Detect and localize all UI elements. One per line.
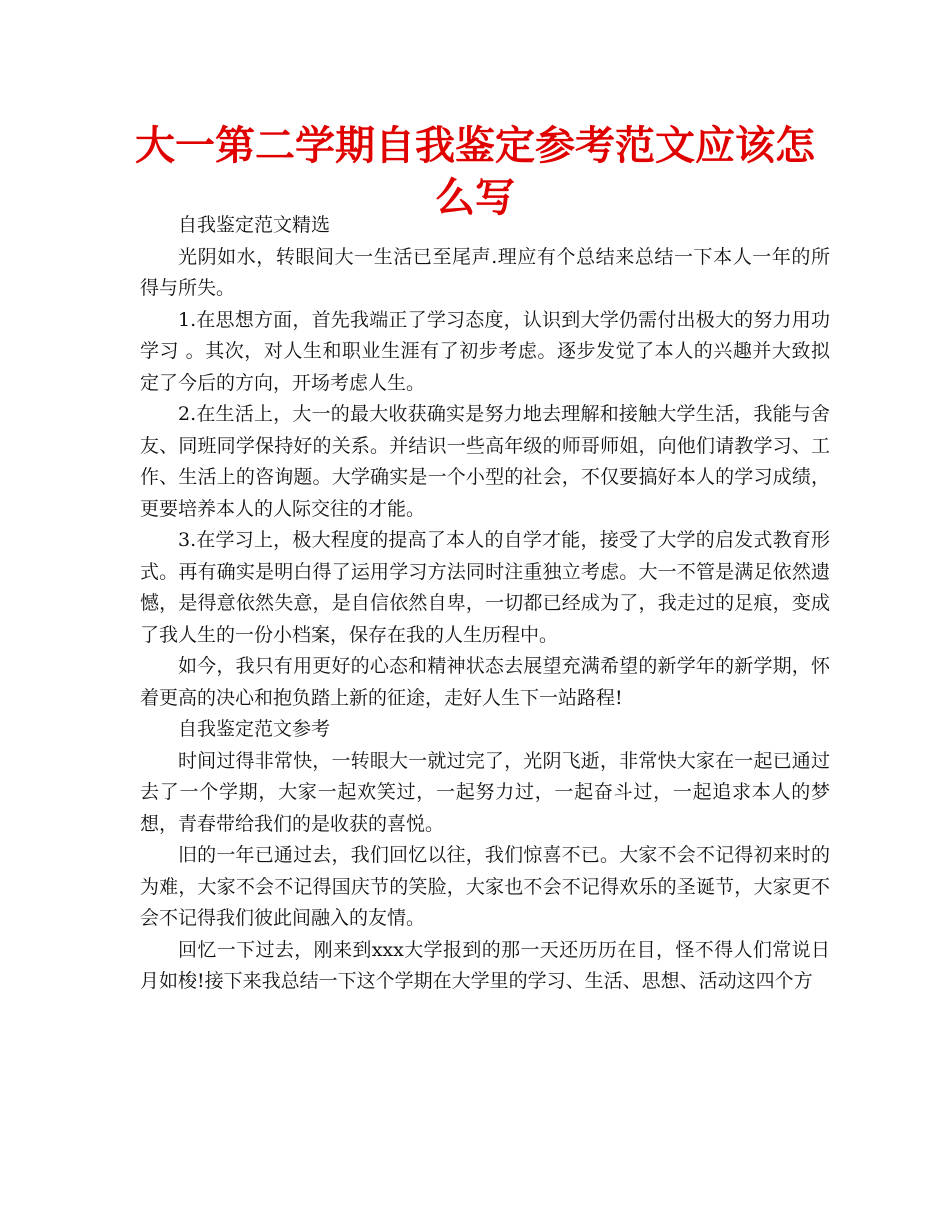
- paragraph: 旧的一年已通过去，我们回忆以往，我们惊喜不已。大家不会不记得初来时的为难，大家不会不记得国庆节的笑脸，大家也不会不记得欢乐的圣诞节，大家更不会不记得我们彼此间融入的友情。: [140, 844, 830, 929]
- paragraph-subheading: 自我鉴定范文精选: [178, 214, 331, 236]
- paragraph: 光阴如水，转眼间大一生活已至尾声.理应有个总结来总结一下本人一年的所得与所失。: [140, 245, 830, 299]
- paragraph: 如今，我只有用更好的心态和精神状态去展望充满希望的新学年的新学期，怀着更高的决心和抱负踏上新的征途，走好人生下一站路程!: [140, 655, 830, 709]
- paragraph: 2.在生活上，大一的最大收获确实是努力地去理解和接触大学生活，我能与舍友、同班同学保持好的关系。并结识一些高年级的师哥师姐，向他们请教学习、工作、生活上的咨询题。大学确实是一个小型的社会，不仅要搞好本人的学习成绩，更要培养本人的人际交往的才能。: [140, 403, 830, 520]
- paragraph: 3.在学习上，极大程度的提高了本人的自学才能，接受了大学的启发式教育形式。再有确实是明白得了运用学习方法同时注重独立考虑。大一不管是满足依然遗憾，是得意依然失意，是自信依然自卑，一切都已经成为了，我走过的足痕，变成了我人生的一份小档案，保存在我的人生历程中。: [140, 529, 830, 646]
- paragraph: 时间过得非常快，一转眼大一就过完了，光阴飞逝，非常快大家在一起已通过去了一个学期，大家一起欢笑过，一起努力过，一起奋斗过，一起追求本人的梦想，青春带给我们的是收获的喜悦。: [140, 749, 830, 835]
- paragraph: 回忆一下过去，刚来到xxx大学报到的那一天还历历在目，怪不得人们常说日月如梭!接下来我总结一下这个学期在大学里的学习、生活、思想、活动这四个方: [140, 938, 830, 992]
- paragraph-subheading: 自我鉴定范文参考: [178, 718, 331, 740]
- document-body: [140, 210, 830, 998]
- document-title: 大一第二学期自我鉴定参考范文应该怎么写: [135, 123, 815, 221]
- paragraph: 1.在思想方面，首先我端正了学习态度，认识到大学仍需付出极大的努力用功学习 。其次，对人生和职业生涯有了初步考虑。逐步发觉了本人的兴趣并大致拟定了今后的方向，开场考虑人生。: [140, 308, 830, 394]
